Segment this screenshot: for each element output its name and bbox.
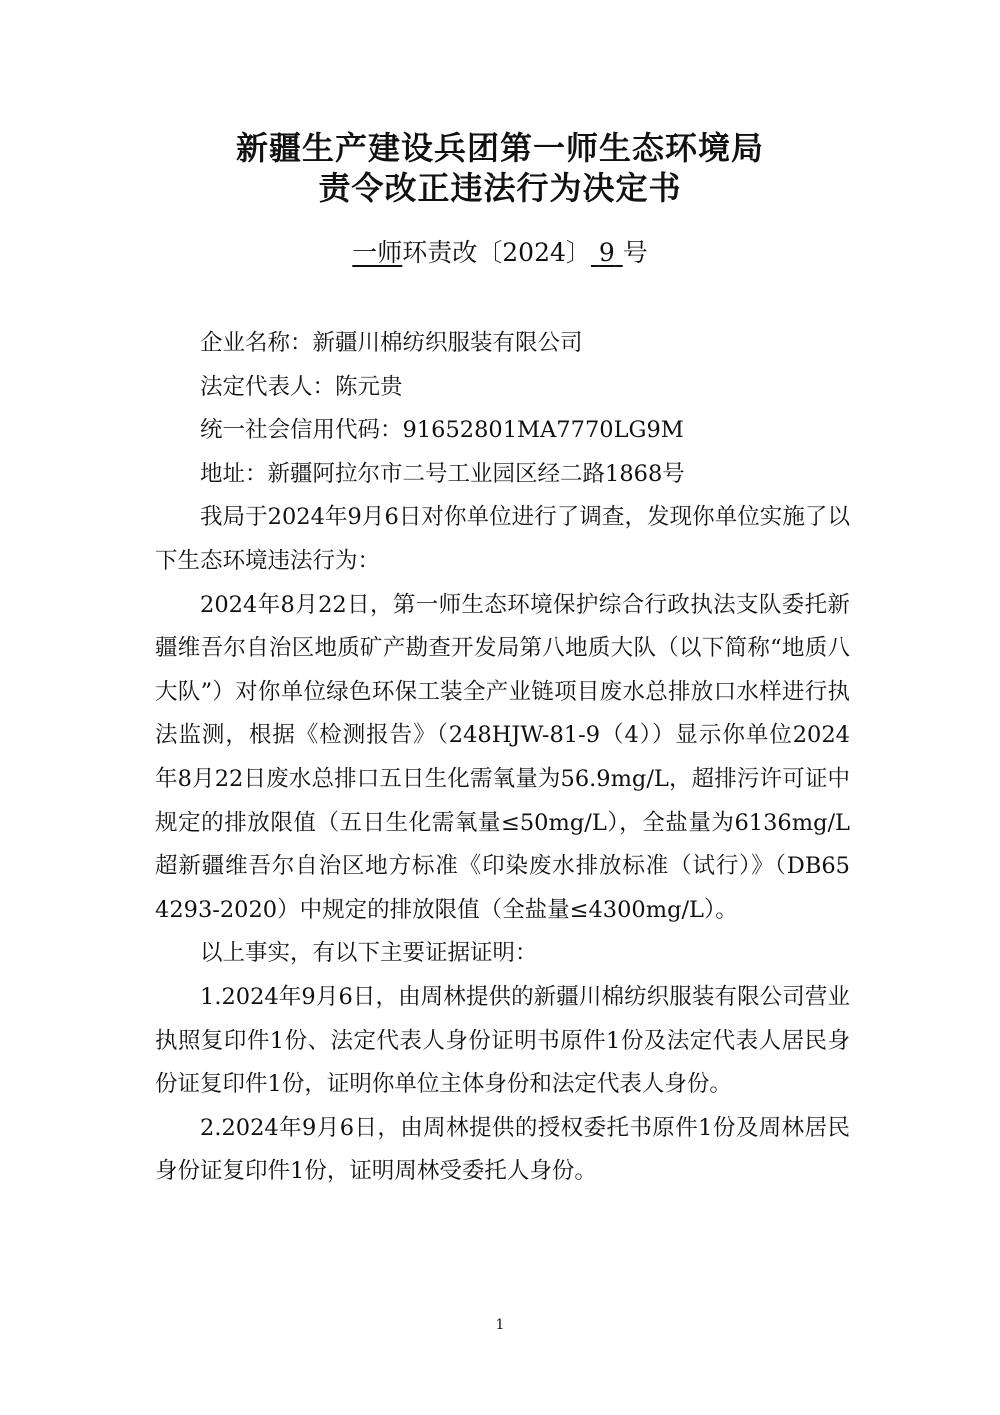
document-title-line-1: 新疆生产建设兵团第一师生态环境局: [235, 129, 764, 167]
page-number: 1: [495, 1317, 505, 1333]
document-title-line-2: 责令改正违法行为决定书: [318, 169, 682, 207]
paragraph-evidence-intro: 以上事实，有以下主要证据证明：: [200, 940, 538, 967]
enterprise-name: 企业名称：新疆川棉纺织服装有限公司: [200, 330, 583, 356]
credit-code: 统一社会信用代码：91652801MA7770LG9M: [200, 417, 684, 444]
document-number: [0, 240, 1000, 265]
doc-number-suffix: 号: [622, 238, 648, 267]
paragraph-violation: 2024年8月22日，第一师生态环境保护综合行政执法支队委托新疆维吾尔自治区地质矿产勘查开发局第八地质大队（以下简称“地质八大队”）对你单位绿色环保工装全产业链项目废水总排放口水样进行执法监测，根据《检测报告》（248HJW-81-9（4））显示你单位2024年8月22日废水总排口五日生化需氧量为56.9mg/L，超排污许可证中规定的排放限值（五日生化需氧量≤50mg/L），全盐量为6136mg/L超新疆维吾尔自治区地方标准《印染废水排放标准（试行）》（DB65 4293-2020）中规定的排放限值（全盐量≤4300mg/L）。: [155, 591, 850, 923]
evidence-item-1: 1.2024年9月6日，由周林提供的新疆川棉纺织服装有限公司营业执照复印件1份、法定代表人身份证明书原件1份及法定代表人居民身份证复印件1份，证明你单位主体身份和法定代表人身份。: [155, 983, 850, 1098]
doc-number-middle: 环责改〔2024〕: [402, 238, 591, 267]
doc-number-value: 9: [598, 238, 615, 267]
paragraph-intro: 我局于2024年9月6日对你单位进行了调查，发现你单位实施了以下生态环境违法行为：: [155, 504, 850, 574]
document-body: [155, 322, 850, 1194]
address: 地址：新疆阿拉尔市二号工业园区经二路1868号: [200, 460, 685, 487]
doc-number-prefix: 一师: [352, 238, 403, 267]
legal-representative: 法定代表人：陈元贵: [200, 373, 403, 400]
evidence-item-2: 2.2024年9月6日，由周林提供的授权委托书原件1份及周林居民身份证复印件1份，证明周林受委托人身份。: [155, 1114, 850, 1185]
